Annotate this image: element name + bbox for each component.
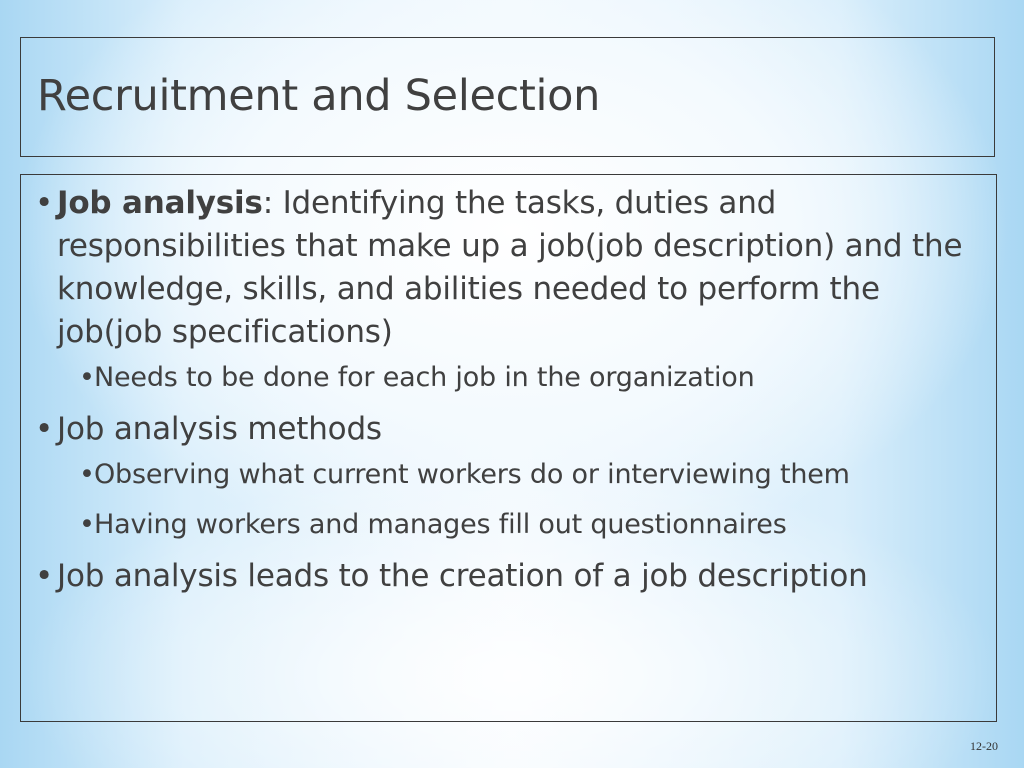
sub-bullet-item	[79, 505, 985, 545]
slide-number: 12-20	[970, 739, 998, 753]
slide-title: Recruitment and Selection	[37, 71, 601, 121]
sub-bullet-text: Needs to be done for each job in the organization	[94, 362, 755, 393]
bullet-item-methods	[35, 408, 985, 545]
bullet-text: Job analysis leads to the creation of a job description	[57, 558, 868, 594]
title-placeholder	[20, 37, 995, 157]
sub-bullet-icon: •	[79, 459, 95, 490]
sub-bullet-icon: •	[79, 509, 95, 540]
bullet-text: Job analysis methods	[57, 411, 382, 447]
sub-bullet-text: Having workers and manages fill out questionnaires	[94, 509, 787, 540]
bullet-icon: •	[35, 558, 54, 594]
bullet-icon: •	[35, 185, 54, 221]
content-placeholder	[20, 174, 997, 722]
bullet-list	[35, 182, 985, 602]
bullet-term: Job analysis	[57, 185, 263, 221]
bullet-separator: :	[262, 185, 283, 221]
bullet-icon: •	[35, 411, 54, 447]
sub-bullet-list	[57, 358, 985, 398]
sub-bullet-list	[57, 455, 985, 545]
sub-bullet-text: Observing what current workers do or interviewing them	[94, 459, 850, 490]
bullet-text: Identifying the tasks, duties and responsibilities that make up a job(job description) and the knowledge, skills, and abilities needed to perform the job(job specifications)	[57, 185, 963, 350]
bullet-item-job-description	[35, 555, 985, 598]
bullet-item-job-analysis	[35, 182, 985, 398]
sub-bullet-item	[79, 358, 985, 398]
sub-bullet-icon: •	[79, 362, 95, 393]
sub-bullet-item	[79, 455, 985, 495]
